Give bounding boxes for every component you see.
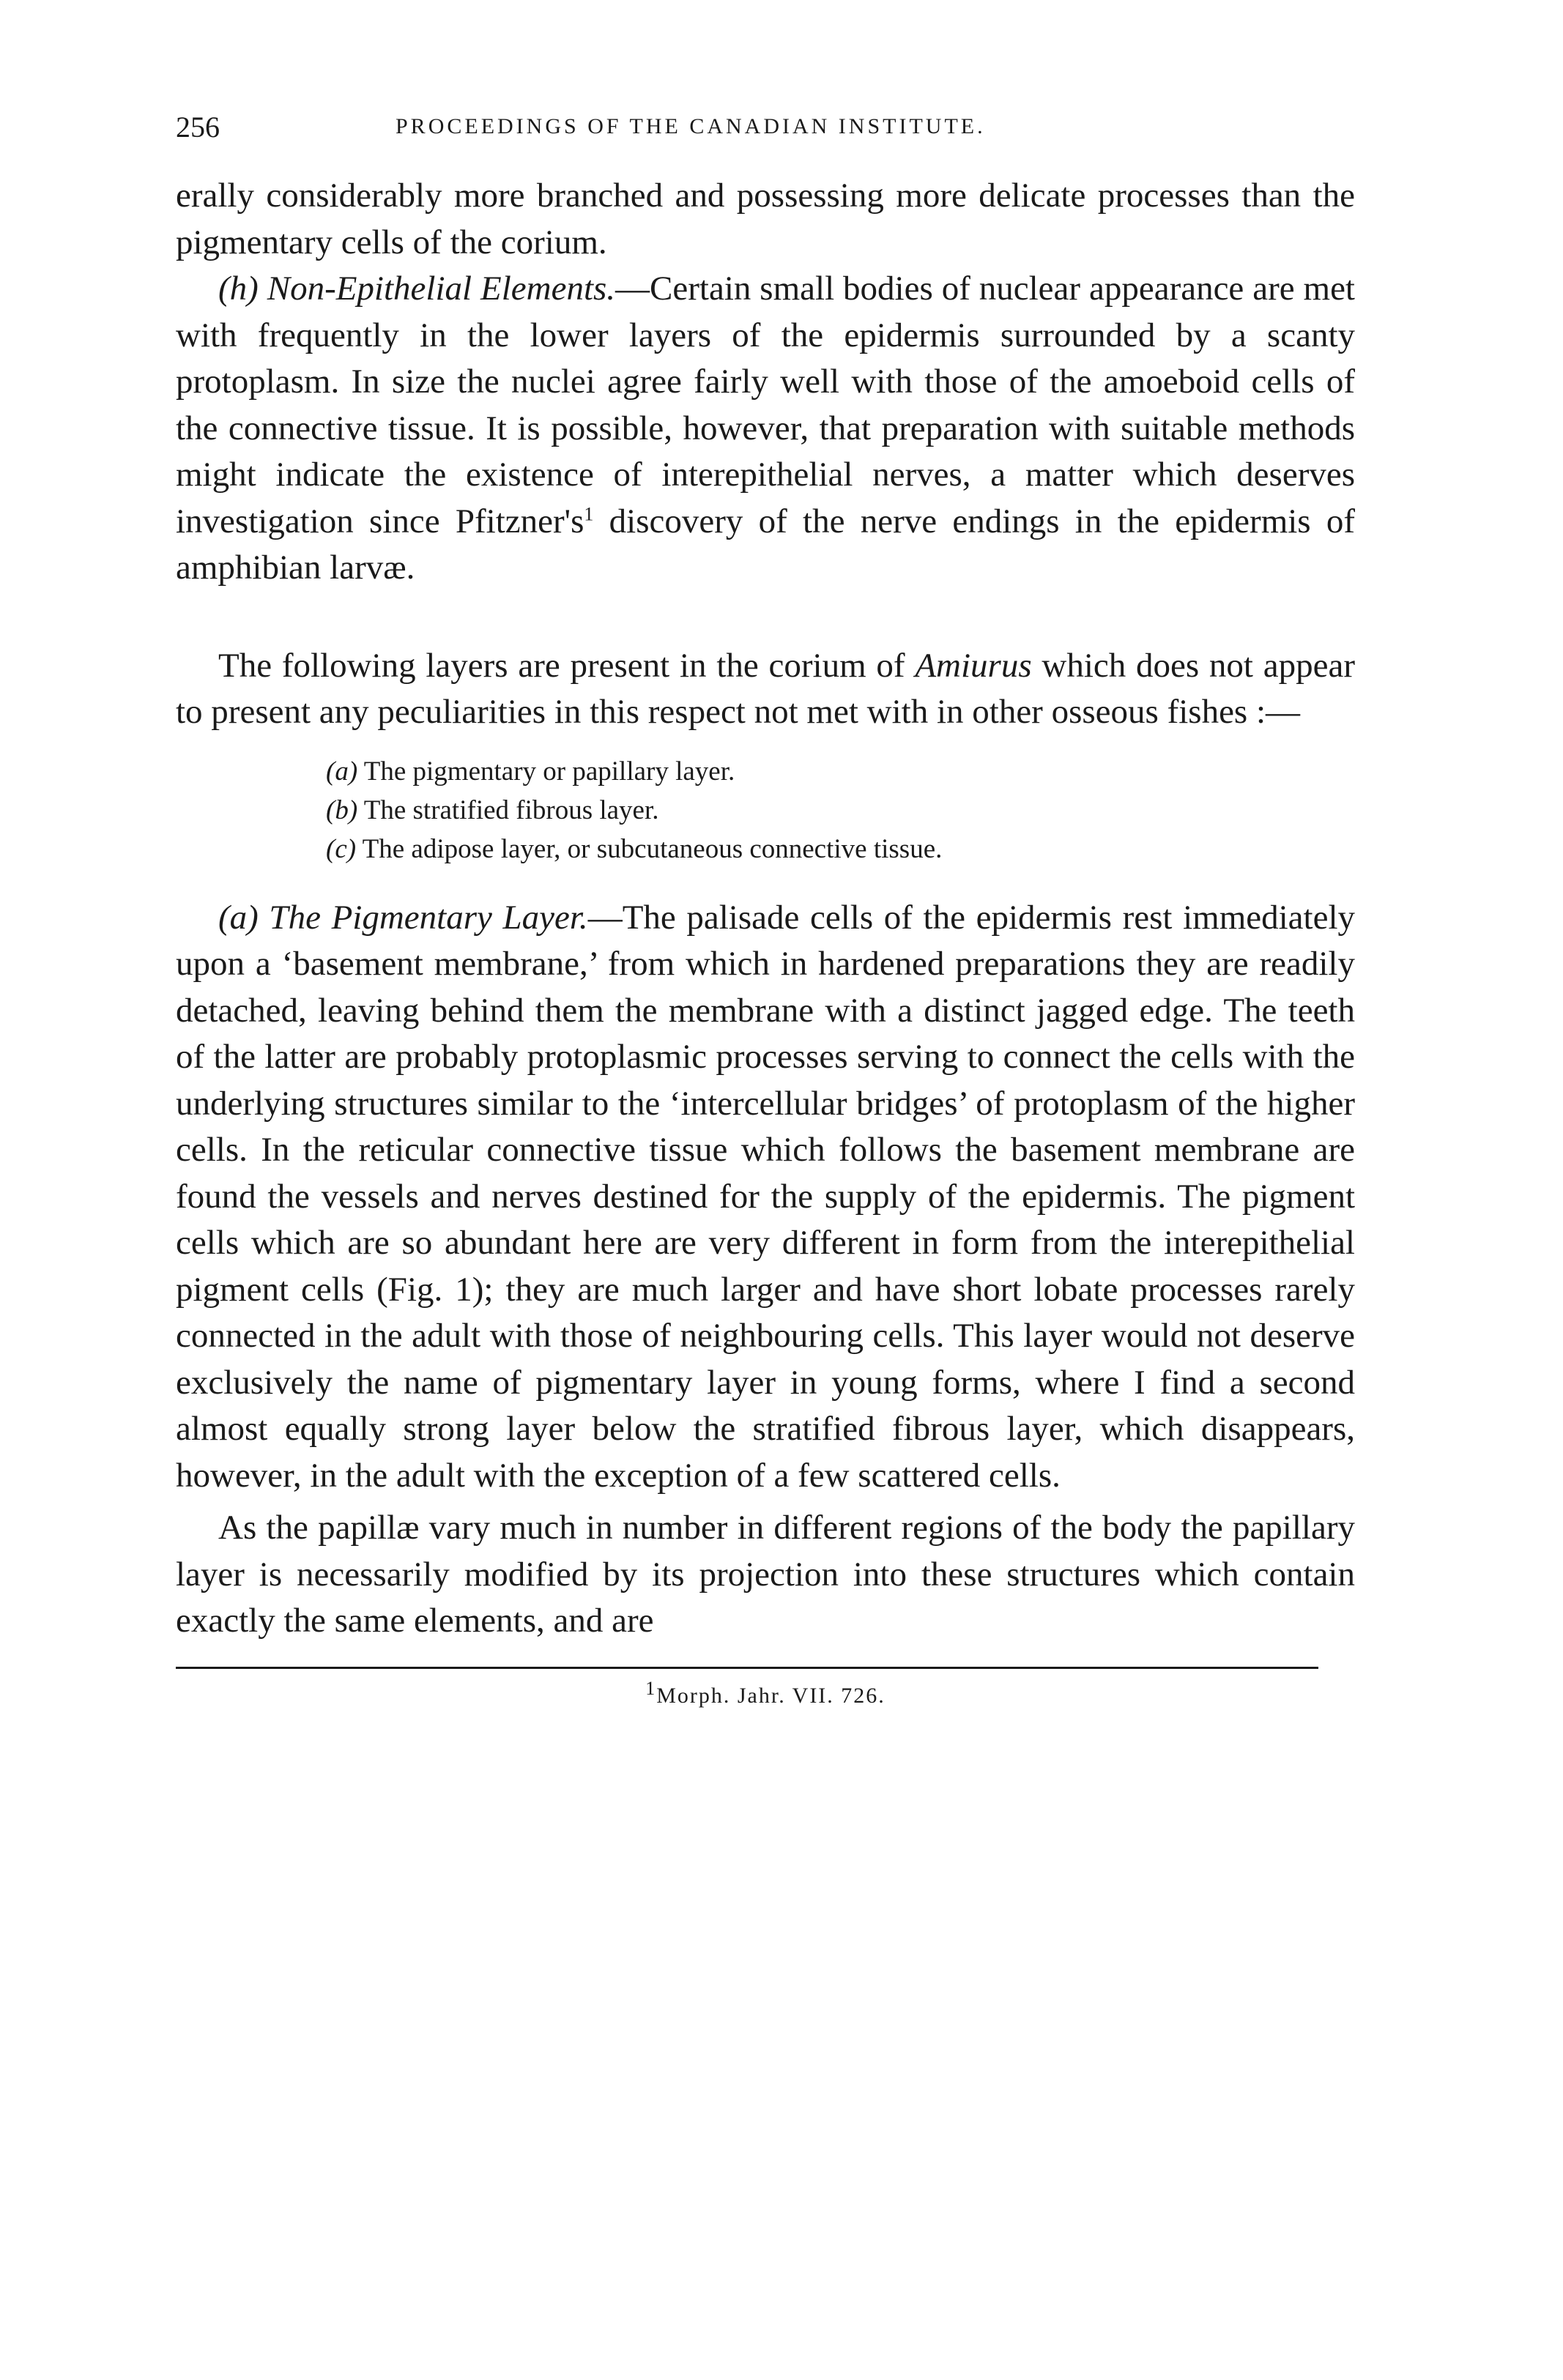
list-item-letter: (c) — [326, 833, 357, 864]
page-number: 256 — [176, 111, 220, 144]
paragraph-continuation: erally considerably more branched and possessing more delicate processes than the pigmentary cells of the corium. — [176, 176, 1355, 261]
paragraph-pigmentary-layer — [176, 895, 1355, 1500]
section-label-pigmentary-layer: (a) The Pigmentary Layer. — [218, 898, 588, 937]
footnote-divider — [176, 1667, 1318, 1669]
list-item-text: The stratified fibrous layer. — [357, 795, 659, 825]
genus-name: Amiurus — [915, 646, 1032, 685]
list-item-letter: (a) — [326, 756, 358, 786]
paragraph-text: —The palisade cells of the epidermis rest immediately upon a ‘basement membrane,’ from which in hardened preparations they are readily detached, leaving behind them the membrane with a distinct jagged edge. The teeth of the latter are probably protoplasmic processes serving to connect the cells with the underlying structures similar to the ‘intercellular bridges’ of protoplasm of the higher cells. In the reticular connective tissue which follows the basement membrane are found the vessels and nerves destined for the supply of the epidermis. The pigment cells which are so abundant here are very different in form from the interepithelial pigment cells (Fig. 1); they are much larger and have short lobate processes rarely connected in the adult with those of neighbouring cells. This layer would not deserve exclusively the name of pigmentary layer in young forms, where I find a second almost equally strong layer below the stratified fibrous layer, which disappears, however, in the adult with the exception of a few scattered cells. — [176, 898, 1356, 1495]
paragraph-text: The following layers are present in the corium of — [218, 646, 916, 685]
page — [176, 110, 1355, 1708]
paragraph-text: —Certain small bodies of nuclear appearance are met with frequently in the lower layers of the epidermis surrounded by a scanty protoplasm. In size the nuclei agree fairly well with those of the amoeboid cells of the connective tissue. It is possible, however, that preparation with suitable methods might indicate the existence of interepithelial nerves, a matter which deserves investigation since Pfitzner's — [176, 269, 1355, 540]
paragraph-text-tail: discovery of the nerve endings in the epidermis of amphibian larvæ. — [176, 502, 1355, 587]
footnote-reference: 1 — [584, 502, 594, 524]
list-item — [326, 752, 1355, 791]
footnote-text: Morph. Jahr. VII. 726. — [656, 1683, 886, 1708]
footnote — [176, 1677, 1355, 1708]
list-item — [326, 830, 1355, 869]
running-head — [176, 110, 1355, 154]
list-item-letter: (b) — [326, 795, 358, 825]
list-item-text: The pigmentary or papillary layer. — [357, 756, 735, 786]
paragraph-papillae: As the papillæ vary much in number in different regions of the body the papillary layer is necessarily modified by its projection into these structures which contain exactly the same elements, and are — [176, 1509, 1355, 1640]
section-label-non-epithelial: (h) Non-Epithelial Elements. — [218, 269, 616, 308]
running-title: PROCEEDINGS OF THE CANADIAN INSTITUTE. — [396, 114, 986, 138]
list-item-text: The adipose layer, or subcutaneous connective tissue. — [356, 833, 943, 864]
paragraph-corium-layers-intro — [176, 643, 1355, 736]
footnote-marker: 1 — [645, 1677, 657, 1699]
list-item — [326, 791, 1355, 830]
paragraph-text-tail: which does not appear to present any peculiarities in this respect not met with in other osseous fishes :— — [176, 646, 1355, 731]
paragraph-non-epithelial-elements — [176, 266, 1355, 592]
layers-list — [176, 752, 1355, 869]
